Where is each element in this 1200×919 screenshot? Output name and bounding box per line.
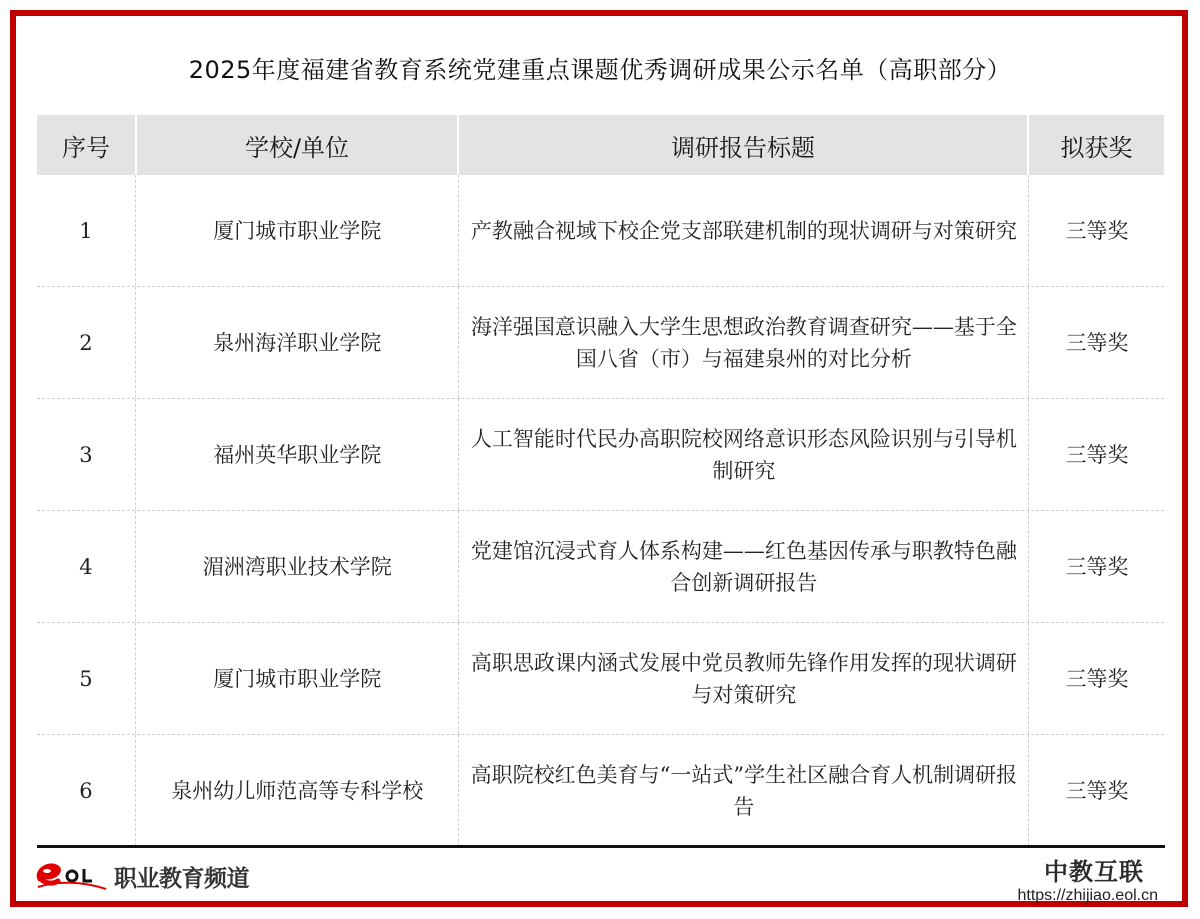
row-report-title: 人工智能时代民办高职院校网络意识形态风险识别与引导机制研究 [460, 399, 1030, 510]
row-school: 厦门城市职业学院 [137, 175, 459, 286]
page-title: 2025年度福建省教育系统党建重点课题优秀调研成果公示名单（高职部分） [188, 56, 1012, 84]
table-row [37, 287, 1164, 399]
row-school: 泉州幼儿师范高等专科学校 [137, 735, 459, 846]
row-award: 三等奖 [1065, 218, 1129, 243]
table-row [37, 623, 1164, 735]
row-report-title: 高职思政课内涵式发展中党员教师先锋作用发挥的现状调研与对策研究 [460, 623, 1030, 734]
row-index: 1 [37, 175, 136, 286]
row-award: 三等奖 [1065, 778, 1129, 803]
header-school: 学校/单位 [137, 115, 457, 175]
row-index: 5 [37, 623, 136, 734]
row-award: 三等奖 [1065, 330, 1129, 355]
table-row [37, 175, 1164, 287]
brand-block [1017, 852, 1158, 905]
row-index: 2 [37, 287, 136, 398]
table-row [37, 511, 1164, 623]
header-report-title: 调研报告标题 [459, 115, 1027, 175]
row-school: 湄洲湾职业技术学院 [137, 511, 459, 622]
row-index: 6 [37, 735, 136, 846]
row-award: 三等奖 [1065, 666, 1129, 691]
table-header-row [37, 115, 1164, 175]
row-school: 泉州海洋职业学院 [137, 287, 459, 398]
row-report-title: 产教融合视域下校企党支部联建机制的现状调研与对策研究 [460, 175, 1030, 286]
brand-url[interactable]: https://zhijiao.eol.cn [1017, 887, 1158, 904]
brand-name: 中教互联 [1044, 858, 1144, 886]
row-index: 4 [37, 511, 136, 622]
row-report-title: 高职院校红色美育与“一站式”学生社区融合育人机制调研报告 [460, 735, 1030, 846]
logo-text: 职业教育频道 [114, 865, 249, 892]
header-award: 拟获奖 [1029, 115, 1164, 175]
header-index: 序号 [37, 115, 135, 175]
results-table [37, 115, 1164, 846]
row-school: 福州英华职业学院 [137, 399, 459, 510]
row-award: 三等奖 [1065, 554, 1129, 579]
table-row [37, 399, 1164, 511]
table-row [37, 735, 1164, 846]
row-school: 厦门城市职业学院 [137, 623, 459, 734]
row-report-title: 党建馆沉浸式育人体系构建——红色基因传承与职教特色融合创新调研报告 [460, 511, 1030, 622]
eol-logo-icon [34, 859, 108, 893]
eol-logo [34, 856, 249, 896]
row-award: 三等奖 [1065, 442, 1129, 467]
row-index: 3 [37, 399, 136, 510]
row-report-title: 海洋强国意识融入大学生思想政治教育调查研究——基于全国八省（市）与福建泉州的对比分析 [460, 287, 1030, 398]
footer-divider [37, 845, 1165, 848]
